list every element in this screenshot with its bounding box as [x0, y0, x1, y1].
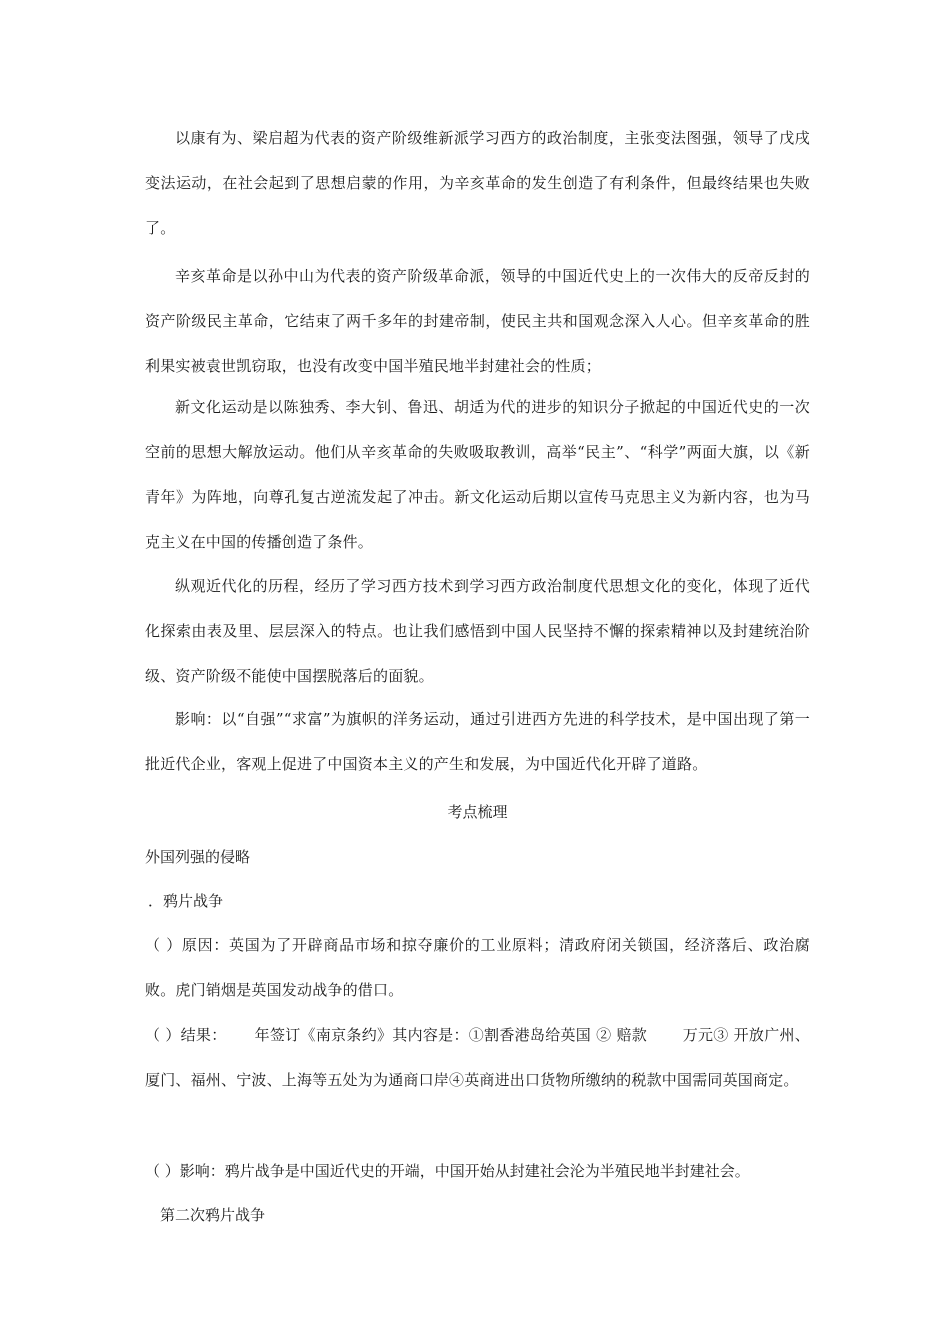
heading-foreign-invasion: 外国列强的侵略: [145, 848, 251, 866]
paragraph-modernization-overview: 纵观近代化的历程，经历了学习西方技术到学习西方政治制度代思想文化的变化，体现了近代化探索由表及里、层层深入的特点。也让我们感悟到中国人民坚持不懈的探索精神以及封建统治阶级、资产阶级不能使中国摆脱落后的面貌。: [145, 577, 810, 685]
heading-second-opium-war: 第二次鸦片战争: [160, 1206, 266, 1224]
item-result: （ ）结果： 年签订《南京条约》其内容是：①割香港岛给英国 ② 赔款 万元③ 开放广州、厦门、福州、宁波、上海等五处为为通商口岸④英商进出口货物所缴纳的税款中国需同英国商定。: [145, 1026, 810, 1089]
paragraph-reform-movement: 以康有为、梁启超为代表的资产阶级维新派学习西方的政治制度，主张变法图强，领导了戊戌变法运动，在社会起到了思想启蒙的作用，为辛亥革命的发生创造了有利条件，但最终结果也失败了。: [145, 129, 810, 237]
paragraph-new-culture-movement: 新文化运动是以陈独秀、李大钊、鲁迅、胡适为代的进步的知识分子掀起的中国近代史的一次空前的思想大解放运动。他们从辛亥革命的失败吸取教训，高举“民主”、“科学”两面大旗，以《新青年》为阵地，向尊孔复古逆流发起了冲击。新文化运动后期以宣传马克思主义为新内容，也为马克主义在中国的传播创造了条件。: [145, 398, 810, 551]
heading-opium-war: ．鸦片战争: [148, 892, 224, 910]
item-impact: （ ）影响：鸦片战争是中国近代史的开端，中国开始从封建社会沦为半殖民地半封建社会。: [145, 1162, 750, 1180]
paragraph-westernization-impact: 影响：以“自强”“求富”为旗帜的洋务运动，通过引进西方先进的科学技术，是中国出现了第一批近代企业，客观上促进了中国资本主义的产生和发展，为中国近代化开辟了道路。: [145, 710, 810, 773]
paragraph-xinhai-revolution: 辛亥革命是以孙中山为代表的资产阶级革命派，领导的中国近代史上的一次伟大的反帝反封的资产阶级民主革命，它结束了两千多年的封建帝制，使民主共和国观念深入人心。但辛亥革命的胜利果实被袁世凯窃取，也没有改变中国半殖民地半封建社会的性质；: [145, 267, 810, 375]
section-title: 考点梳理: [447, 803, 508, 821]
item-cause: （ ）原因：英国为了开辟商品市场和掠夺廉价的工业原料；清政府闭关锁国，经济落后、政治腐败。虎门销烟是英国发动战争的借口。: [145, 936, 810, 999]
